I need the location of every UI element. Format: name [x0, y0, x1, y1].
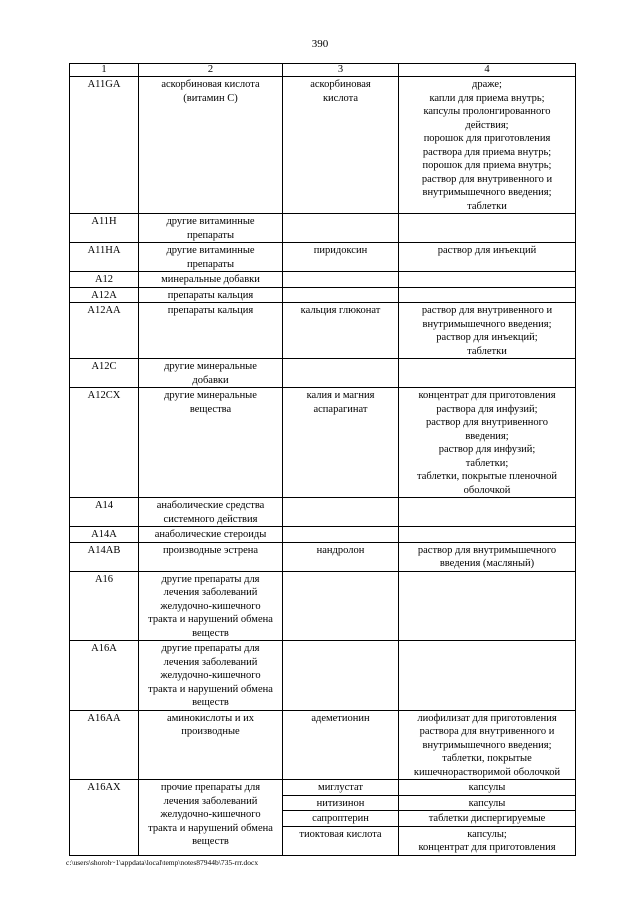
atc-code-cell: A16A	[70, 641, 139, 711]
cell-line: раствора для инфузий;	[436, 403, 538, 415]
group-name-cell	[139, 287, 283, 303]
footer-file-path: c:\users\shoroh~1\appdata\local\temp\notes87944b\735-rrr.docx	[66, 858, 259, 867]
cell-line: тиоктовая кислота	[299, 828, 382, 840]
cell-line: аминокислоты и их	[167, 712, 254, 724]
cell-line: препараты	[186, 229, 235, 241]
header-col-3: 3	[283, 64, 399, 77]
atc-code-cell: A14A	[70, 527, 139, 543]
drug-name-cell	[283, 542, 399, 571]
dosage-form-cell	[399, 287, 576, 303]
cell-line: системного действия	[163, 513, 258, 525]
cell-line: желудочно-кишечного	[160, 600, 261, 612]
drug-name-cell	[283, 272, 399, 288]
group-name-cell	[139, 214, 283, 243]
atc-code-cell: A12C	[70, 359, 139, 388]
table-row	[70, 303, 576, 359]
cell-line: таблетки диспергируемые	[428, 813, 546, 824]
drug-name-cell	[283, 571, 399, 641]
drug-name-cell	[283, 710, 399, 780]
cell-line: тракта и нарушений обмена	[148, 683, 273, 695]
dosage-form-cell	[399, 527, 576, 543]
group-name-cell	[139, 641, 283, 711]
cell-line: аскорбиновая кислота	[161, 79, 260, 90]
atc-code-cell: A12A	[70, 287, 139, 303]
atc-code-cell: A11H	[70, 214, 139, 243]
dosage-form-cell	[399, 826, 576, 855]
cell-line: капли для приема внутрь;	[429, 92, 545, 104]
cell-line: порошок для приготовления	[423, 133, 551, 144]
cell-line: раствор для внутримышечного	[417, 544, 557, 556]
drug-name-cell	[283, 795, 399, 811]
cell-line: раствора для приема внутрь;	[422, 146, 552, 158]
cell-line: вещества	[189, 403, 232, 415]
atc-code-cell: A12	[70, 272, 139, 288]
dosage-form-cell	[399, 388, 576, 498]
table-row	[70, 243, 576, 272]
group-name-cell	[139, 498, 283, 527]
cell-line: лиофилизат для приготовления	[417, 712, 557, 724]
atc-code-cell: A12AA	[70, 303, 139, 359]
dosage-form-cell	[399, 359, 576, 388]
header-col-4: 4	[399, 64, 576, 77]
cell-line: внутримышечного введения;	[422, 318, 552, 330]
table-header-row	[70, 64, 576, 77]
cell-line: минеральные добавки	[161, 274, 260, 285]
header-col-2: 2	[139, 64, 283, 77]
cell-line: капсулы;	[467, 828, 507, 840]
cell-line: внутримышечного введения;	[422, 187, 552, 198]
cell-line: порошок для приема внутрь;	[422, 160, 552, 171]
cell-line: тракта и нарушений обмена	[148, 614, 273, 625]
cell-line: лечения заболеваний	[163, 795, 258, 807]
cell-line: кальция глюконат	[300, 305, 381, 316]
drug-name-cell	[283, 388, 399, 498]
dosage-form-cell	[399, 498, 576, 527]
cell-line: кишечнорастворимой оболочкой	[413, 766, 561, 778]
cell-line: концентрат для приготовления	[418, 842, 556, 853]
drug-name-cell	[283, 243, 399, 272]
cell-line: раствор для внутривенного и	[421, 305, 553, 316]
cell-line: введения (масляный)	[439, 558, 535, 569]
atc-code-cell: A16AA	[70, 710, 139, 780]
page-number: 390	[311, 38, 329, 50]
group-name-cell	[139, 359, 283, 388]
header-col-1: 1	[70, 64, 139, 77]
dosage-form-cell	[399, 795, 576, 811]
cell-line: капсулы пролонгированного	[423, 106, 551, 117]
table-row	[70, 287, 576, 303]
drug-name-cell	[283, 303, 399, 359]
cell-line: лечения заболеваний	[163, 587, 258, 598]
drug-name-cell	[283, 641, 399, 711]
cell-line: адеметионин	[311, 712, 370, 724]
cell-line: производные	[181, 726, 240, 737]
drug-name-cell	[283, 214, 399, 243]
group-name-cell	[139, 542, 283, 571]
table-row	[70, 272, 576, 288]
table-row	[70, 710, 576, 780]
cell-line: анаболические средства	[156, 500, 265, 511]
group-name-cell	[139, 388, 283, 498]
cell-line: миглустат	[318, 782, 363, 793]
drug-name-cell	[283, 77, 399, 214]
cell-line: веществ	[192, 836, 229, 847]
cell-line: введения;	[465, 430, 509, 442]
cell-line: лечения заболеваний	[163, 656, 258, 668]
cell-line: капсулы	[468, 782, 506, 793]
cell-line: другие препараты для	[161, 643, 260, 654]
dosage-form-cell	[399, 641, 576, 711]
cell-line: раствор для инфузий;	[438, 444, 536, 455]
group-name-cell	[139, 272, 283, 288]
group-name-cell	[139, 303, 283, 359]
cell-line: раствора для внутривенного и	[419, 726, 555, 737]
cell-line: таблетки, покрытые пленочной	[416, 471, 557, 482]
atc-code-cell: A16	[70, 571, 139, 641]
cell-line: другие минеральные	[164, 390, 257, 401]
dosage-form-cell	[399, 303, 576, 359]
cell-line: пиридоксин	[313, 245, 368, 256]
cell-line: оболочкой	[463, 484, 511, 496]
dosage-form-cell	[399, 542, 576, 571]
cell-line: тракта и нарушений обмена	[148, 822, 273, 834]
atc-code-cell: A14	[70, 498, 139, 527]
cell-line: раствор для инъекций;	[436, 332, 538, 343]
drug-name-cell	[283, 826, 399, 855]
group-name-cell	[139, 780, 283, 856]
cell-line: нандролон	[316, 544, 365, 556]
cell-line: раствор для инъекций	[437, 245, 537, 256]
cell-line: препараты	[186, 258, 235, 270]
cell-line: прочие препараты для	[160, 782, 261, 793]
table-row	[70, 527, 576, 543]
table-row	[70, 498, 576, 527]
atc-code-cell: A11GA	[70, 77, 139, 214]
cell-line: драже;	[472, 79, 502, 90]
drug-name-cell	[283, 498, 399, 527]
cell-line: другие минеральные	[164, 361, 257, 372]
cell-line: (витамин С)	[183, 92, 238, 104]
table-row	[70, 388, 576, 498]
cell-line: нитизинон	[316, 797, 365, 809]
cell-line: другие витаминные	[166, 216, 255, 227]
table-row	[70, 77, 576, 214]
group-name-cell	[139, 77, 283, 214]
drug-name-cell	[283, 811, 399, 827]
group-name-cell	[139, 243, 283, 272]
dosage-form-cell	[399, 272, 576, 288]
cell-line: производные эстрена	[162, 544, 259, 556]
atc-code-cell: A11HA	[70, 243, 139, 272]
cell-line: веществ	[192, 697, 229, 708]
drug-name-cell	[283, 287, 399, 303]
dosage-form-cell	[399, 710, 576, 780]
cell-line: веществ	[192, 627, 229, 639]
group-name-cell	[139, 527, 283, 543]
dosage-form-cell	[399, 243, 576, 272]
cell-line: желудочно-кишечного	[160, 809, 261, 820]
cell-line: желудочно-кишечного	[160, 670, 261, 681]
group-name-cell	[139, 710, 283, 780]
atc-code-cell: A12CX	[70, 388, 139, 498]
group-name-cell	[139, 571, 283, 641]
table-row	[70, 214, 576, 243]
cell-line: внутримышечного введения;	[422, 739, 552, 751]
drug-name-cell	[283, 527, 399, 543]
dosage-form-cell	[399, 77, 576, 214]
cell-line: кислота	[322, 92, 359, 104]
cell-line: препараты кальция	[167, 289, 254, 301]
cell-line: другие препараты для	[161, 573, 260, 585]
cell-line: раствор для внутривенного и	[421, 173, 553, 185]
cell-line: анаболические стероиды	[154, 529, 267, 540]
table-row	[70, 571, 576, 641]
dosage-form-cell	[399, 571, 576, 641]
cell-line: таблетки;	[465, 457, 509, 469]
drug-name-cell	[283, 359, 399, 388]
dosage-form-cell	[399, 811, 576, 827]
cell-line: аскорбиновая	[310, 79, 371, 90]
cell-line: препараты кальция	[167, 305, 254, 316]
cell-line: другие витаминные	[166, 245, 255, 256]
table-body	[70, 77, 576, 856]
cell-line: раствор для внутривенного	[426, 417, 548, 428]
cell-line: таблетки	[467, 345, 507, 357]
atc-code-cell: A16AX	[70, 780, 139, 856]
cell-line: концентрат для приготовления	[418, 390, 556, 401]
atc-code-cell: A14AB	[70, 542, 139, 571]
cell-line: капсулы	[468, 797, 506, 809]
dosage-form-cell	[399, 214, 576, 243]
cell-line: сапроптерин	[312, 813, 369, 824]
cell-line: калия и магния	[306, 390, 375, 401]
table-row	[70, 641, 576, 711]
cell-line: действия;	[465, 119, 509, 131]
cell-line: аспарагинат	[313, 403, 368, 415]
cell-line: добавки	[192, 374, 229, 386]
table-row	[70, 780, 576, 796]
drug-table	[69, 63, 576, 856]
table-row	[70, 359, 576, 388]
dosage-form-cell	[399, 780, 576, 796]
table-row	[70, 542, 576, 571]
cell-line: таблетки	[467, 200, 507, 212]
cell-line: таблетки, покрытые	[442, 753, 532, 764]
drug-name-cell	[283, 780, 399, 796]
